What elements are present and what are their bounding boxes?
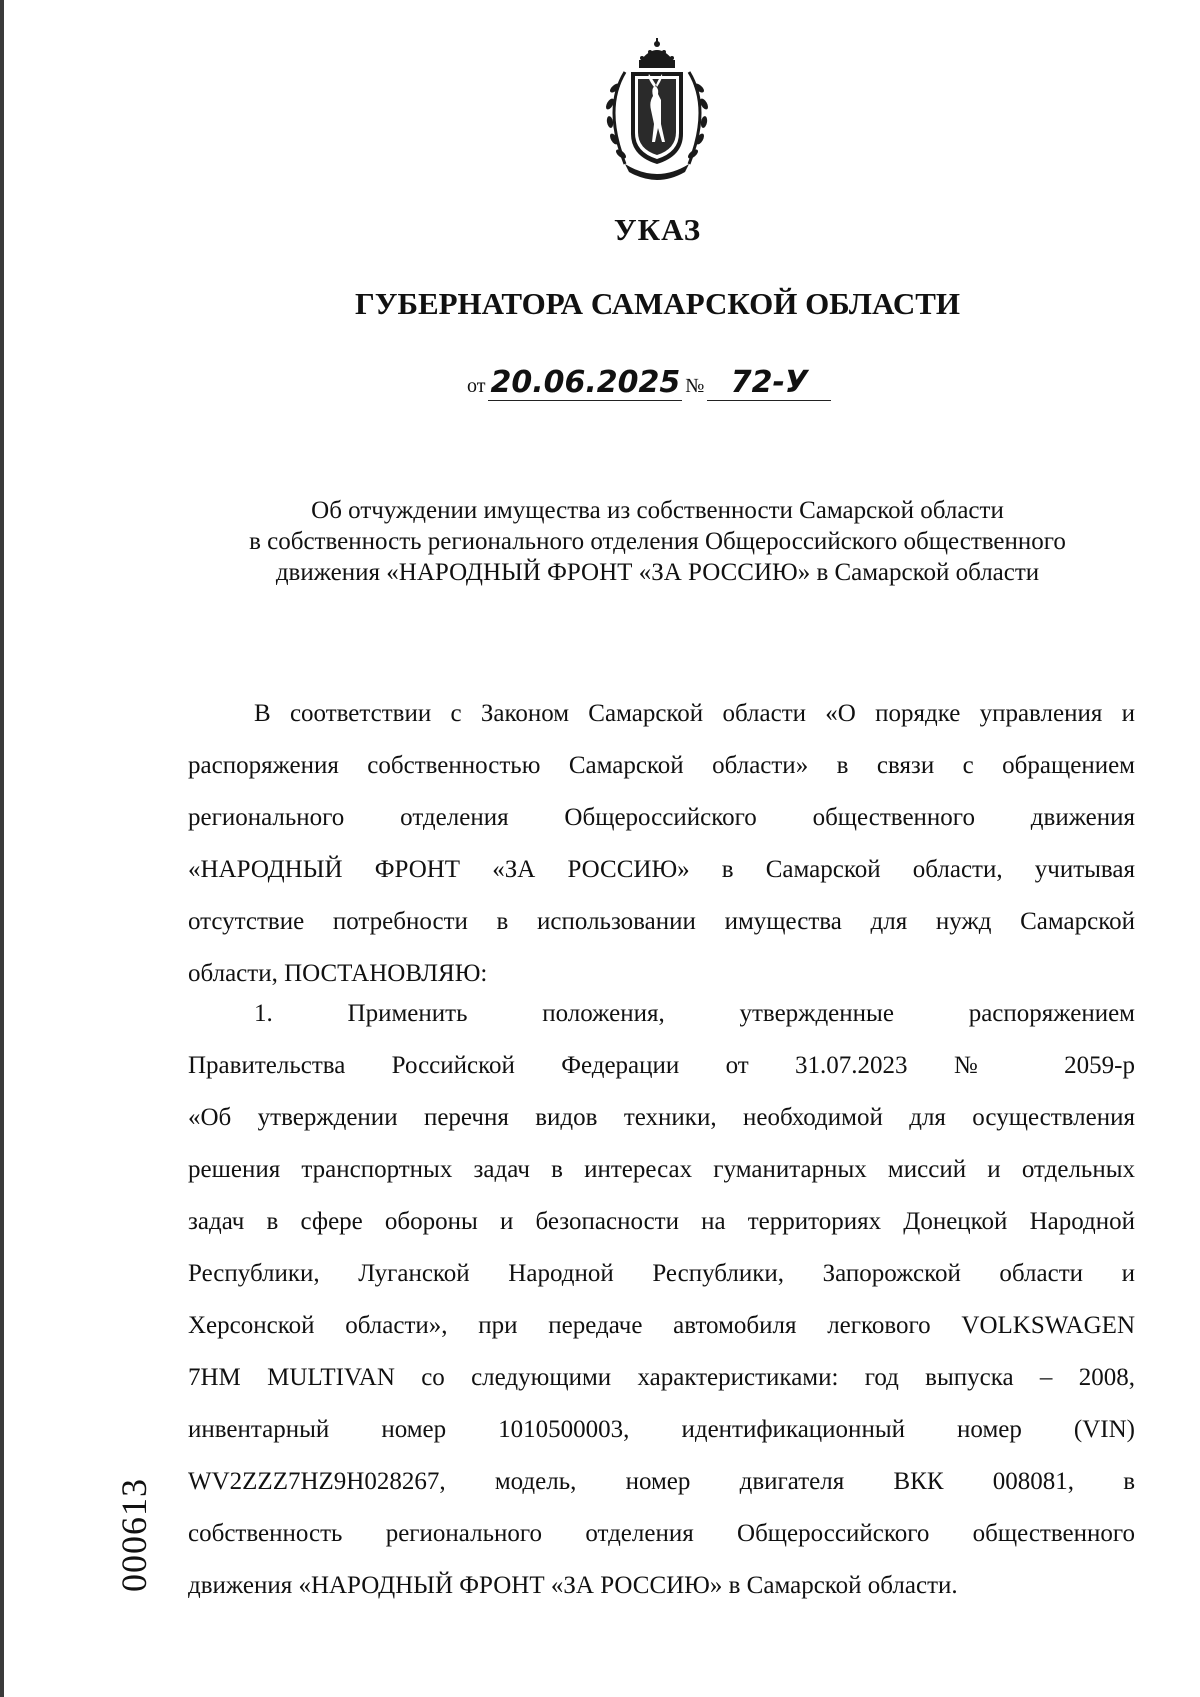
samara-coat-of-arms-icon — [595, 38, 719, 180]
preamble-paragraph — [188, 688, 1135, 1000]
document-subject — [160, 495, 1155, 588]
text-line: инвентарный номер 1010500003, идентификационный номер (VIN) — [188, 1416, 1135, 1443]
text-line: «Об утверждении перечня видов техники, необходимой для осуществления — [188, 1104, 1135, 1131]
text-line: 7HM MULTIVAN со следующими характеристиками: год выпуска – 2008, — [188, 1364, 1135, 1391]
subject-line: движения «НАРОДНЫЙ ФРОНТ «ЗА РОССИЮ» в Самарской области — [275, 559, 1040, 586]
subject-line: в собственность регионального отделения Общероссийского общественного — [249, 528, 1066, 555]
text-line: Республики, Луганской Народной Республики, Запорожской области и — [188, 1260, 1135, 1287]
side-serial-number — [112, 1460, 156, 1610]
handwritten-date: 20.06.2025 — [490, 365, 681, 400]
text-line: распоряжения собственностью Самарской области» в связи с обращением — [188, 752, 1135, 779]
number-label: № — [685, 375, 705, 397]
text-line: Правительства Российской Федерации от 31.07.2023 № 2059-р — [188, 1052, 1135, 1079]
text-line: области, ПОСТАНОВЛЯЮ: — [188, 960, 488, 987]
date-and-number-line — [464, 366, 831, 401]
scan-left-edge — [0, 0, 4, 1697]
document-title: УКАЗ — [613, 212, 702, 247]
text-line: отсутствие потребности в использовании имущества для нужд Самарской — [188, 908, 1135, 935]
text-line: решения транспортных задач в интересах гуманитарных миссий и отдельных — [188, 1156, 1135, 1183]
item-1-paragraph — [188, 988, 1135, 1612]
text-line: собственность регионального отделения Общероссийского общественного — [188, 1520, 1135, 1547]
handwritten-number: 72-У — [707, 366, 831, 401]
text-line: задач в сфере обороны и безопасности на территориях Донецкой Народной — [188, 1208, 1135, 1235]
text-line: 1. Применить положения, утвержденные распоряжением — [254, 1000, 1135, 1027]
text-line: регионального отделения Общероссийского общественного движения — [188, 804, 1135, 831]
document-issuer: ГУБЕРНАТОРА САМАРСКОЙ ОБЛАСТИ — [354, 286, 961, 321]
serial-number-text: 000613 — [114, 1478, 154, 1592]
text-line: WV2ZZZ7HZ9H028267, модель, номер двигателя ВКК 008081, в — [188, 1468, 1135, 1495]
text-line: «НАРОДНЫЙ ФРОНТ «ЗА РОССИЮ» в Самарской области, учитывая — [188, 856, 1135, 883]
date-prefix: от — [467, 375, 486, 397]
subject-line: Об отчуждении имущества из собственности Самарской области — [311, 497, 1004, 524]
text-line: движения «НАРОДНЫЙ ФРОНТ «ЗА РОССИЮ» в Самарской области. — [188, 1572, 958, 1599]
text-line: Херсонской области», при передаче автомобиля легкового VOLKSWAGEN — [188, 1312, 1135, 1339]
text-line: В соответствии с Законом Самарской области «О порядке управления и — [254, 700, 1135, 727]
